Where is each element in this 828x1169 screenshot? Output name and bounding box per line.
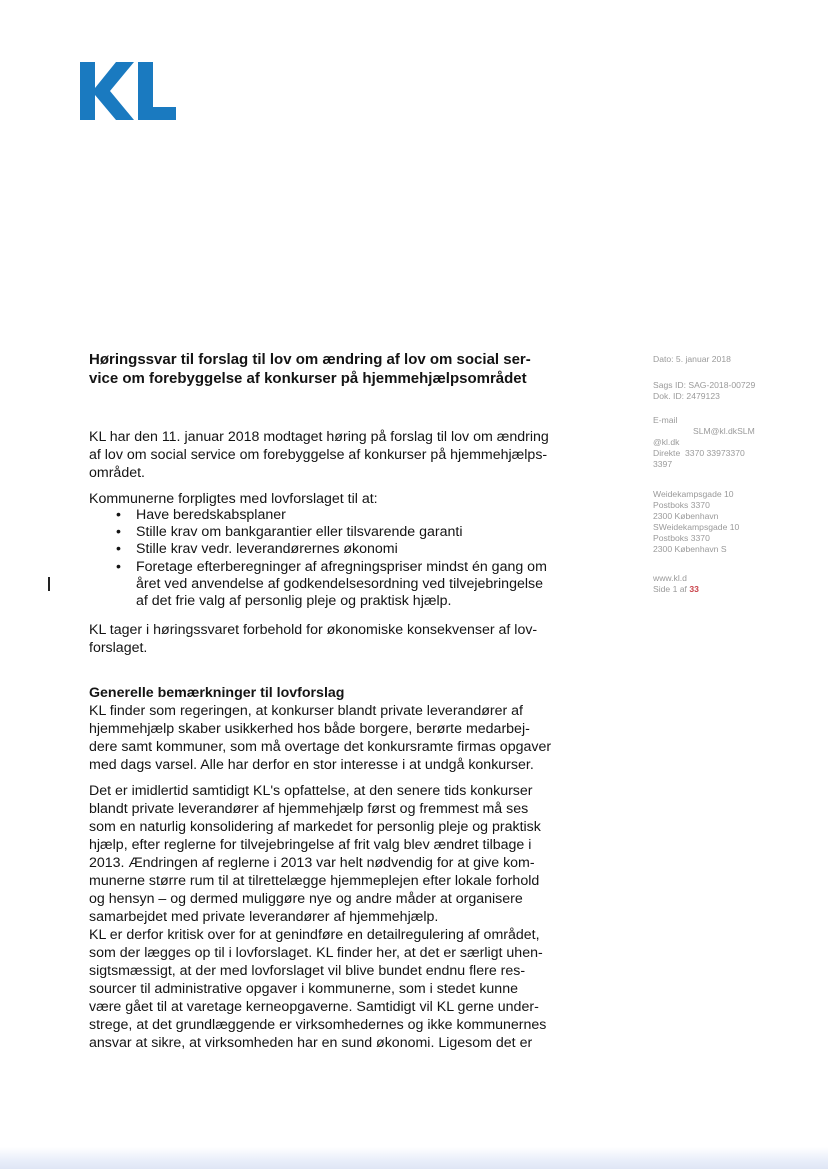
direct-value: 3370 33973370 xyxy=(685,448,745,458)
address-line: Weidekampsgade 10 xyxy=(653,489,734,499)
text-line: forslaget. xyxy=(89,640,148,656)
list-item: • Stille krav om bankgarantier eller tilsvarende garanti xyxy=(112,524,562,541)
web-address: www.kl.d xyxy=(653,573,687,583)
email-value-cont: @kl.dk xyxy=(653,437,680,447)
text-line: ansvar at sikre, at virksomheden har en sund økonomi. Ligesom det er xyxy=(89,1035,533,1051)
text-line: dere samt kommuner, som må overtage det konkursramte firmas opgaver xyxy=(89,739,552,755)
list-item xyxy=(112,559,562,611)
direct-line xyxy=(653,448,803,459)
paragraph-3 xyxy=(89,926,559,1052)
paragraph-1 xyxy=(89,702,559,774)
email-value: SLM@kl.dkSLM xyxy=(693,426,755,436)
text-line: samarbejdet med private leverandører af hjemmehjælp. xyxy=(89,909,439,925)
title-line: vice om forebyggelse af konkurser på hjemmehjælpsområdet xyxy=(89,370,527,387)
text-line: af lov om social service om forebyggelse af konkurser på hjemmehjælps- xyxy=(89,447,548,463)
meta-ids xyxy=(653,380,803,402)
margin-mark xyxy=(48,577,50,591)
text-line: KL finder som regeringen, at konkurser blandt private leverandører af xyxy=(89,703,523,719)
text-line: hjælp, efter reglerne for tilvejebringelse af frit valg blev ændret tilbage i xyxy=(89,837,532,853)
meta-footer xyxy=(653,573,803,595)
text-line: munerne større rum til at tilrettelægge hjemmeplejen efter lokale forhold xyxy=(89,873,540,889)
text-line: Det er imidlertid samtidigt KL's opfattelse, at den senere tids konkurser xyxy=(89,783,533,799)
text-line: sigtsmæssigt, at der med lovforslaget vil blive bundet endnu flere res- xyxy=(89,963,526,979)
list-item: • Stille krav vedr. leverandørernes økonomi xyxy=(112,541,562,558)
intro-paragraph xyxy=(89,428,559,482)
direct-value-cont: 3397 xyxy=(653,459,673,469)
list-item-line: året ved anvendelse af godkendelsesordning ved tilvejebringelse xyxy=(136,575,543,592)
meta-address xyxy=(653,489,803,555)
text-line: blandt private leverandører af hjemmehjælp først og fremmest må ses xyxy=(89,801,529,817)
text-line: med dags varsel. Alle har derfor en stor interesse i at undgå konkurser. xyxy=(89,757,534,773)
list-item: • Have beredskabsplaner xyxy=(112,507,562,524)
reservation-paragraph xyxy=(89,621,559,657)
title-line: Høringssvar til forslag til lov om ændring af lov om social ser- xyxy=(89,351,531,368)
meta-contact xyxy=(653,415,803,470)
text-line: og hensyn – og dermed muliggøre nye og andre måder at organisere xyxy=(89,891,523,907)
text-line: strege, at det grundlæggende er virksomhedernes og ikke kommunernes xyxy=(89,1017,547,1033)
text-line: området. xyxy=(89,465,145,481)
address-line: Postboks 3370 xyxy=(653,500,710,510)
direct-label: Direkte xyxy=(653,448,681,458)
obligations-list xyxy=(112,507,562,610)
text-line: 2013. Ændringen af reglerne i 2013 var helt nødvendig for at give kom- xyxy=(89,855,535,871)
section-heading: Generelle bemærkninger til lovforslag xyxy=(89,685,345,701)
dok-id: Dok. ID: 2479123 xyxy=(653,391,720,401)
kl-logo-mark xyxy=(80,62,176,120)
page-prefix: Side 1 af xyxy=(653,584,687,594)
document-title xyxy=(89,350,559,388)
list-item-line: af det frie valg af personlig pleje og praktisk hjælp. xyxy=(136,593,452,610)
email-label: E-mail xyxy=(653,415,678,425)
list-item-line: Foretage efterberegninger af afregningspriser mindst én gang om xyxy=(136,558,547,575)
sags-id: Sags ID: SAG-2018-00729 xyxy=(653,380,756,390)
address-line: Postboks 3370 xyxy=(653,533,710,543)
text-line: hjemmehjælp skaber usikkerhed hos både borgere, berørte medarbej- xyxy=(89,721,530,737)
text-line: som der lægges op til i lovforslaget. KL finder her, at det er særligt uhen- xyxy=(89,945,543,961)
text-line: være gået til at varetage kerneopgaverne. Samtidigt vil KL gerne under- xyxy=(89,999,539,1015)
kl-logo xyxy=(80,62,176,120)
text-line: KL tager i høringssvaret forbehold for økonomiske konsekvenser af lov- xyxy=(89,622,538,638)
paragraph-2 xyxy=(89,782,559,926)
text-line: som en naturlig konsolidering af markedet for personlig pleje og praktisk xyxy=(89,819,541,835)
page-total: 33 xyxy=(689,584,699,594)
meta-date: Dato: 5. januar 2018 xyxy=(653,354,731,364)
address-line: SWeidekampsgade 10 xyxy=(653,522,740,532)
text-line: KL er derfor kritisk over for at genindføre en detailregulering af området, xyxy=(89,927,540,943)
address-line: 2300 København xyxy=(653,511,719,521)
text-line: sourcer til administrative opgaver i kommunerne, som i stedet kunne xyxy=(89,981,518,997)
obligations-lead: Kommunerne forpligtes med lovforslaget til at: xyxy=(89,491,378,507)
address-line: 2300 København S xyxy=(653,544,727,554)
page-indicator xyxy=(653,584,803,595)
scan-edge xyxy=(0,1147,828,1169)
text-line: KL har den 11. januar 2018 modtaget høring på forslag til lov om ændring xyxy=(89,429,549,445)
